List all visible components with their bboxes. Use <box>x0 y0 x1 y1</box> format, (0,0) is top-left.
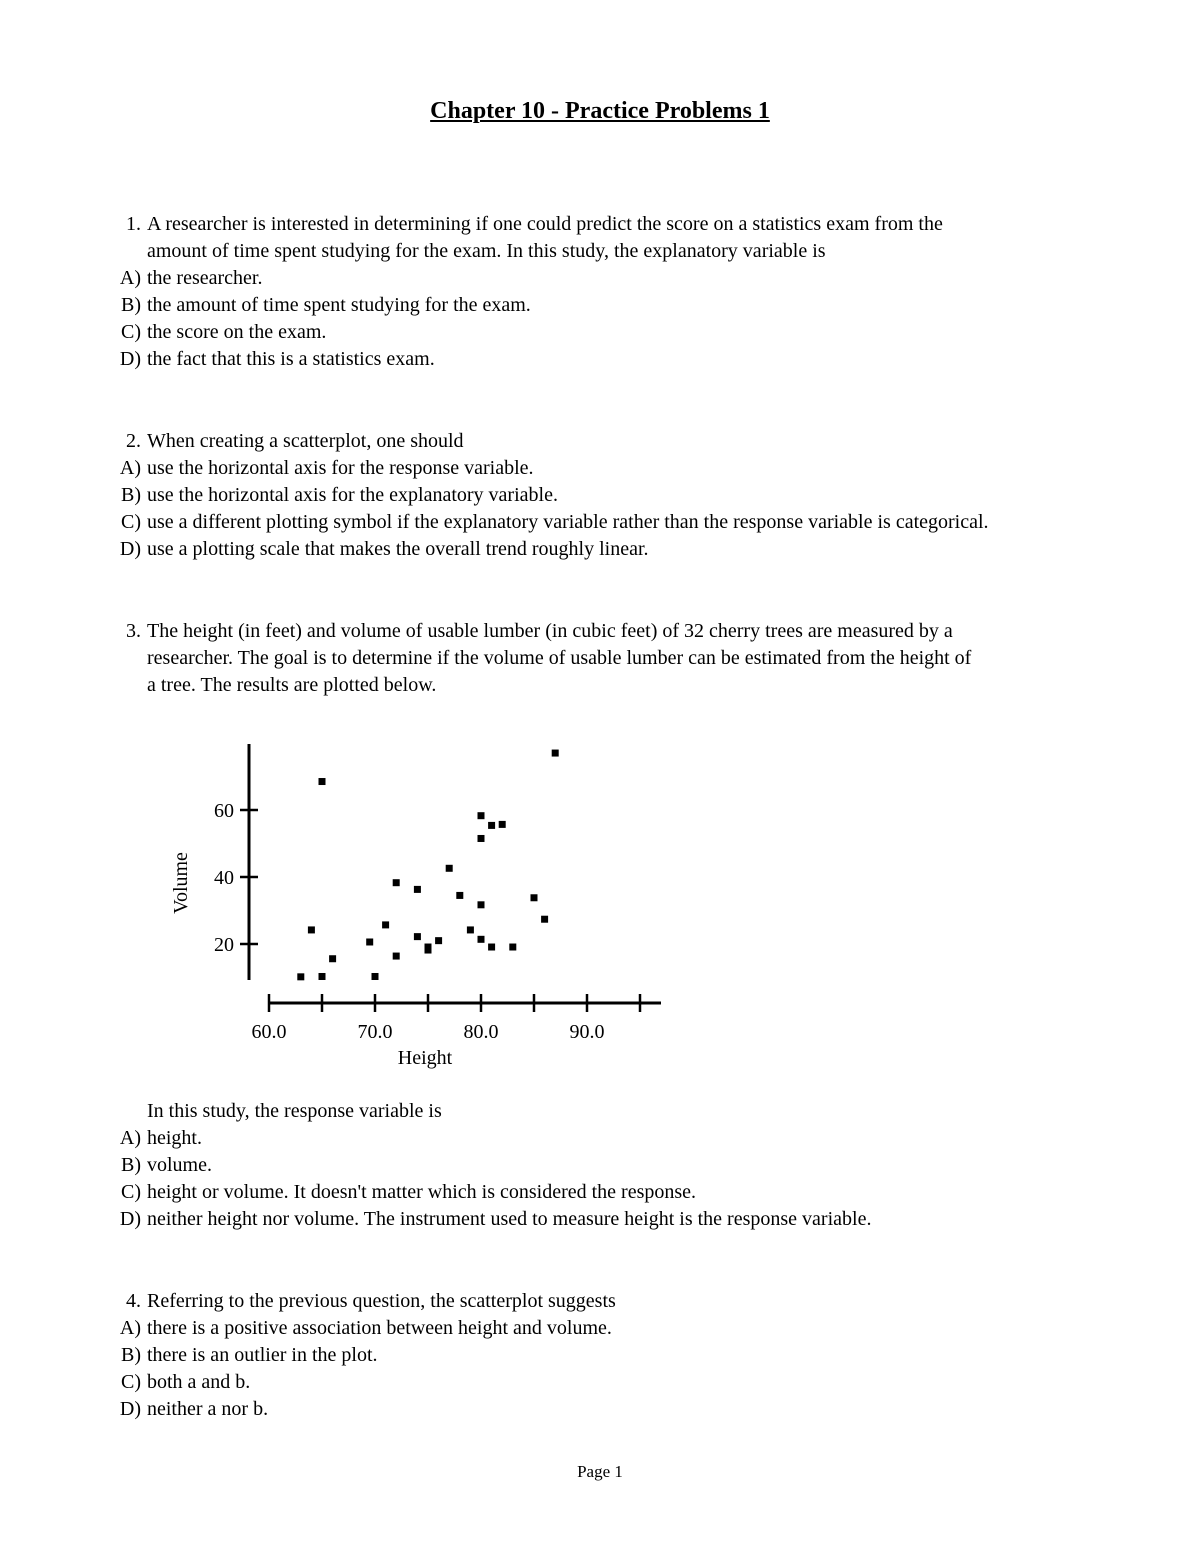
data-point <box>319 778 326 785</box>
question-text: amount of time spent studying for the exam. In this study, the explanatory variable is <box>147 240 826 262</box>
x-axis <box>252 994 662 1043</box>
option-letter: D) <box>119 1398 141 1420</box>
question-text: The height (in feet) and volume of usable lumber (in cubic feet) of 32 cherry trees are measured by a <box>147 620 953 642</box>
data-point <box>393 953 400 960</box>
data-point <box>488 822 495 829</box>
y-axis <box>214 744 258 980</box>
option-letter: A) <box>119 1127 141 1149</box>
option-letter: B) <box>121 294 141 316</box>
option-letter: C) <box>121 511 141 533</box>
question-number: 2. <box>126 430 141 452</box>
option-letter: B) <box>121 1154 141 1176</box>
question-number: 4. <box>126 1290 141 1312</box>
option-letter: A) <box>119 457 141 479</box>
data-point <box>446 865 453 872</box>
data-point <box>366 938 373 945</box>
x-tick-label: 90.0 <box>569 1021 605 1043</box>
option-letter: D) <box>119 348 141 370</box>
option-text: height or volume. It doesn't matter which is considered the response. <box>147 1181 697 1203</box>
option-letter: C) <box>121 1371 141 1393</box>
question-text: A researcher is interested in determining if one could predict the score on a statistics exam from the <box>147 213 943 235</box>
scatterplot-chart <box>150 735 680 1075</box>
option-text: both a and b. <box>147 1371 251 1393</box>
question-text: researcher. The goal is to determine if the volume of usable lumber can be estimated from the height of <box>147 647 972 669</box>
question-text: In this study, the response variable is <box>147 1100 442 1122</box>
y-tick-label: 40 <box>214 867 234 889</box>
data-point <box>499 821 506 828</box>
option-letter: C) <box>121 1181 141 1203</box>
data-point <box>297 973 304 980</box>
page-title: Chapter 10 - Practice Problems 1 <box>430 98 770 124</box>
question-text: a tree. The results are plotted below. <box>147 674 437 696</box>
data-point <box>509 944 516 951</box>
data-point <box>329 955 336 962</box>
option-letter: D) <box>119 1208 141 1230</box>
option-letter: A) <box>119 1317 141 1339</box>
question-number: 1. <box>126 213 141 235</box>
question-text: Referring to the previous question, the scatterplot suggests <box>147 1290 616 1312</box>
question-text: When creating a scatterplot, one should <box>147 430 464 452</box>
data-point <box>382 921 389 928</box>
data-point <box>456 892 463 899</box>
x-tick-label: 70.0 <box>357 1021 393 1043</box>
option-text: the fact that this is a statistics exam. <box>147 348 435 370</box>
data-point <box>435 937 442 944</box>
data-point <box>478 936 485 943</box>
y-axis-label: Volume <box>170 852 192 914</box>
y-tick-label: 60 <box>214 800 234 822</box>
data-point <box>308 926 315 933</box>
data-point <box>488 944 495 951</box>
data-points <box>297 750 558 981</box>
option-text: use the horizontal axis for the response variable. <box>147 457 534 479</box>
option-letter: B) <box>121 1344 141 1366</box>
option-text: neither a nor b. <box>147 1398 269 1420</box>
x-axis-label: Height <box>397 1047 453 1069</box>
option-text: use a different plotting symbol if the explanatory variable rather than the response variable is categorical. <box>147 511 989 533</box>
data-point <box>372 973 379 980</box>
option-text: height. <box>147 1127 202 1149</box>
x-tick-label: 60.0 <box>251 1021 287 1043</box>
data-point <box>467 926 474 933</box>
data-point <box>425 947 432 954</box>
data-point <box>552 750 559 757</box>
option-letter: D) <box>119 538 141 560</box>
x-tick-label: 80.0 <box>463 1021 499 1043</box>
question-number: 3. <box>126 620 141 642</box>
option-letter: C) <box>121 321 141 343</box>
option-text: there is a positive association between height and volume. <box>147 1317 612 1339</box>
y-tick-label: 20 <box>214 934 234 956</box>
option-text: neither height nor volume. The instrument used to measure height is the response variable. <box>147 1208 872 1230</box>
option-text: the score on the exam. <box>147 321 327 343</box>
option-text: there is an outlier in the plot. <box>147 1344 378 1366</box>
data-point <box>478 901 485 908</box>
option-text: the researcher. <box>147 267 263 289</box>
data-point <box>478 812 485 819</box>
data-point <box>414 886 421 893</box>
option-text: use the horizontal axis for the explanatory variable. <box>147 484 558 506</box>
option-letter: A) <box>119 267 141 289</box>
data-point <box>414 933 421 940</box>
data-point <box>478 835 485 842</box>
option-letter: B) <box>121 484 141 506</box>
data-point <box>319 973 326 980</box>
data-point <box>531 894 538 901</box>
option-text: use a plotting scale that makes the overall trend roughly linear. <box>147 538 649 560</box>
option-text: the amount of time spent studying for the exam. <box>147 294 531 316</box>
option-text: volume. <box>147 1154 212 1176</box>
page-number: Page 1 <box>577 1462 623 1481</box>
data-point <box>541 916 548 923</box>
data-point <box>393 879 400 886</box>
